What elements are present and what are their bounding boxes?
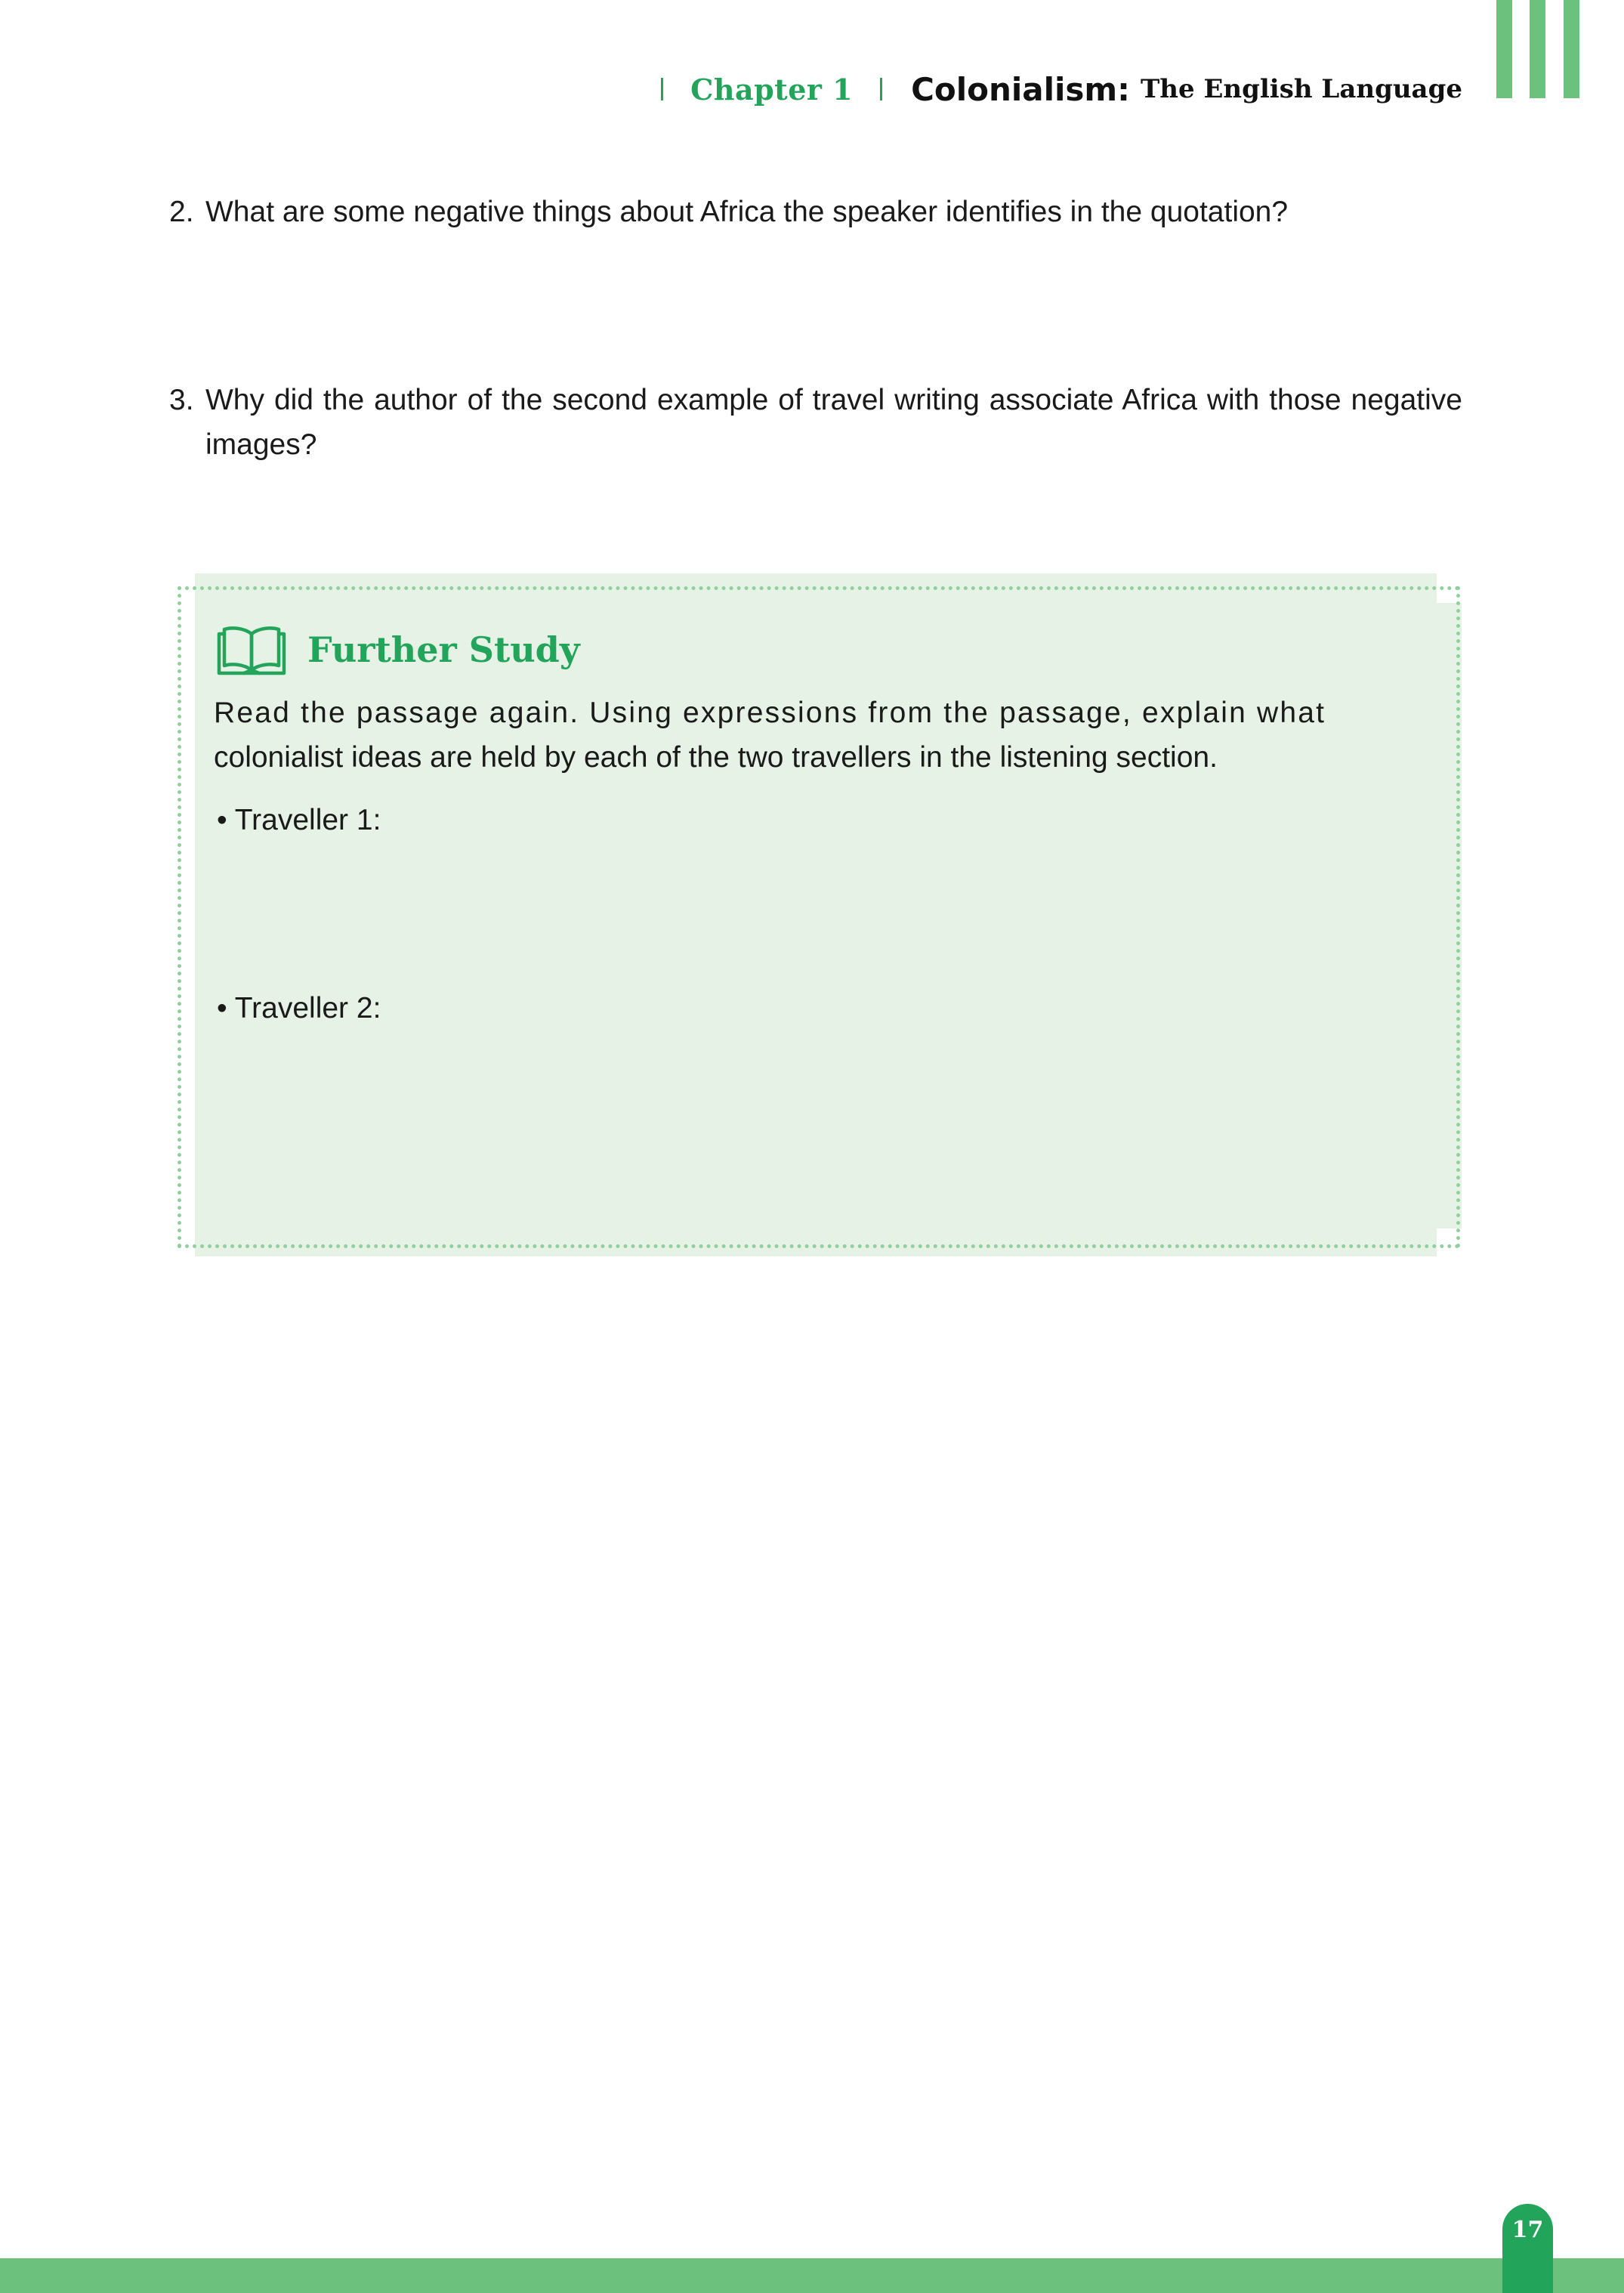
chapter-title: Colonialism: bbox=[911, 70, 1130, 108]
further-study-heading bbox=[217, 623, 580, 676]
page-number: 17 bbox=[1511, 2217, 1544, 2243]
question-text: What are some negative things about Africa the speaker identifies in the quotation? bbox=[205, 196, 1289, 228]
traveller-label: Traveller 1: bbox=[234, 804, 381, 836]
header-decoration-bar bbox=[1530, 0, 1545, 98]
instruction-line: colonialist ideas are held by each of the two travellers in the listening section. bbox=[214, 741, 1218, 774]
further-study-title: Further Study bbox=[307, 629, 580, 670]
further-study-frame bbox=[178, 586, 1460, 1248]
running-header bbox=[661, 66, 1462, 112]
question-item bbox=[169, 190, 1462, 234]
question-text: Why did the author of the second example of travel writing associate Africa with those negative images? bbox=[205, 384, 1462, 461]
header-decoration-bar bbox=[1496, 0, 1512, 98]
traveller-prompt bbox=[217, 986, 381, 1031]
question-item bbox=[169, 378, 1462, 467]
bullet: • bbox=[217, 804, 227, 836]
footer-bar bbox=[0, 2258, 1624, 2293]
further-study-instructions bbox=[214, 691, 1419, 780]
header-decoration-bar bbox=[1564, 0, 1579, 98]
traveller-prompt bbox=[217, 798, 381, 842]
header-separator bbox=[661, 78, 663, 100]
book-icon bbox=[217, 623, 286, 676]
instruction-line: Read the passage again. Using expressions from the passage, explain what bbox=[214, 697, 1326, 729]
chapter-subtitle: The English Language bbox=[1140, 74, 1462, 104]
bullet: • bbox=[217, 992, 227, 1024]
question-number: 3. bbox=[169, 384, 194, 416]
question-number: 2. bbox=[169, 196, 194, 228]
chapter-label: Chapter 1 bbox=[690, 72, 854, 107]
header-separator bbox=[880, 78, 882, 100]
traveller-label: Traveller 2: bbox=[234, 992, 381, 1024]
